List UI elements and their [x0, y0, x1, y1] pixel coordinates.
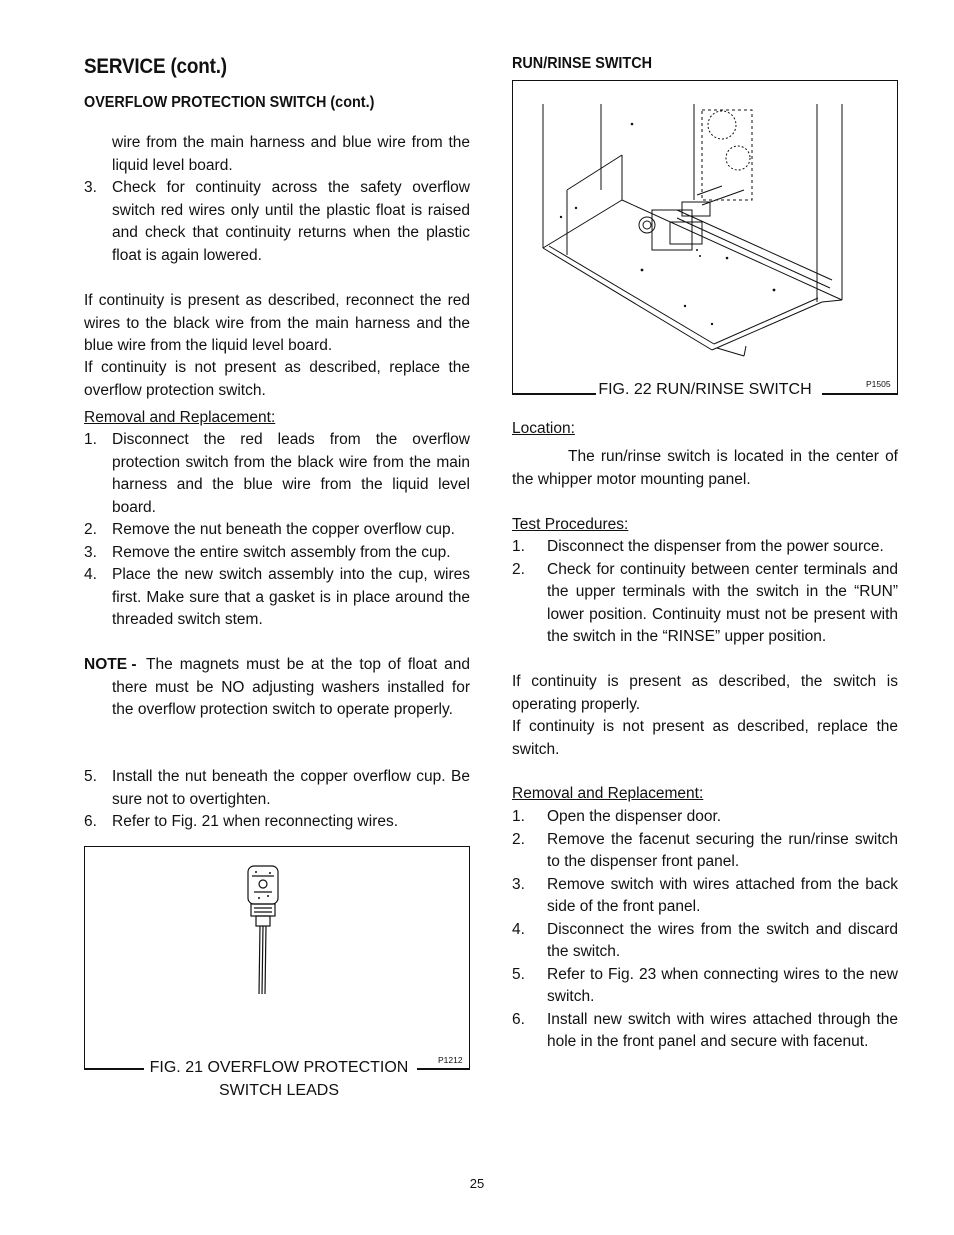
- paragraph-continuity-absent: If continuity is not present as described, replace the overflow protection switch.: [84, 359, 470, 399]
- step-number: 4.: [512, 920, 525, 938]
- step-number: 5.: [84, 768, 97, 785]
- fig22-caption: FIG. 22 RUN/RINSE SWITCH: [598, 381, 812, 398]
- step-number: 3.: [84, 179, 97, 196]
- test-heading: Test Procedures:: [512, 516, 629, 533]
- fig22-bottom-rule-right: [822, 393, 898, 395]
- step-number: 5.: [512, 965, 525, 983]
- section-heading-run-rinse: RUN/RINSE SWITCH: [512, 55, 653, 72]
- page-number: 25: [469, 1176, 485, 1191]
- fig21-bottom-rule-right: [417, 1068, 470, 1070]
- removal-steps-right: [512, 806, 898, 1054]
- list-item: [512, 1009, 898, 1054]
- note-block: [84, 654, 470, 722]
- step-text: Refer to Fig. 21 when reconnecting wires.: [112, 813, 399, 830]
- step-text: Remove switch with wires attached from the back side of the front panel.: [547, 875, 898, 915]
- step-3-list: [84, 177, 470, 267]
- step-text: Remove the nut beneath the copper overflow cup.: [112, 521, 455, 538]
- step-number: 2.: [84, 521, 97, 538]
- step-text: Place the new switch assembly into the cup, wires first. Make sure that a gasket is in place around the threaded switch stem.: [112, 566, 470, 628]
- removal-heading-left: Removal and Replacement:: [84, 409, 276, 426]
- step-number: 2.: [512, 830, 525, 848]
- list-item: [512, 919, 898, 964]
- fig22-code: P1505: [866, 379, 891, 389]
- removal-steps-left: [84, 429, 470, 632]
- step-text: Install the nut beneath the copper overflow cup. Be sure not to overtighten.: [112, 768, 470, 808]
- step-number: 1.: [512, 808, 525, 825]
- step-number: 6.: [512, 1010, 525, 1028]
- list-item: [84, 542, 470, 565]
- step-number: 3.: [512, 875, 525, 893]
- list-item: [84, 177, 470, 267]
- run-rinse-switch-illustration: [512, 80, 898, 393]
- step-text: Install new switch with wires attached through the hole in the front panel and secure with facenut.: [547, 1010, 898, 1050]
- test-steps: [512, 536, 898, 649]
- step-text: Disconnect the red leads from the overflow protection switch from the black wire from the main harness and the blue wire from the liquid level board.: [112, 431, 470, 516]
- step-number: 2.: [512, 560, 525, 578]
- continued-text: wire from the main harness and blue wire from the liquid level board.: [112, 134, 470, 174]
- fig21-bottom-rule-left: [84, 1068, 144, 1070]
- step-text: Check for continuity across the safety overflow switch red wires only until the plastic float is raised and check that continuity returns when the plastic float is again lowered.: [112, 179, 470, 264]
- step-text: Disconnect the dispenser from the power source.: [547, 538, 884, 555]
- list-item: [512, 829, 898, 874]
- step-text: Check for continuity between center terminals and the upper terminals with the switch in the “RUN” lower position. Continuity must not be present with the switch in the “RINSE” upper position.: [547, 560, 898, 645]
- step-text: Refer to Fig. 23 when connecting wires to the new switch.: [547, 965, 898, 1005]
- list-item: [84, 429, 470, 519]
- overflow-switch-illustration: [84, 846, 470, 1068]
- note-text: The magnets must be at the top of float and there must be NO adjusting washers installed for the overflow protection switch to operate properly.: [112, 656, 470, 718]
- fig22-frame: [512, 80, 898, 393]
- list-item: [512, 964, 898, 1009]
- step-number: 1.: [512, 538, 525, 555]
- location-heading: Location:: [512, 420, 575, 437]
- fig21-caption-line2: SWITCH LEADS: [218, 1082, 339, 1099]
- removal-heading-right: Removal and Replacement:: [512, 785, 704, 802]
- list-item: [512, 874, 898, 919]
- list-item: [512, 559, 898, 649]
- section-heading-overflow: OVERFLOW PROTECTION SWITCH (cont.): [84, 94, 375, 111]
- paragraph-replace-switch: If continuity is not present as described, replace the switch.: [512, 718, 898, 758]
- step-number: 3.: [84, 543, 97, 561]
- note: [84, 654, 470, 722]
- note-label: NOTE -: [84, 656, 137, 673]
- step-text: Disconnect the wires from the switch and discard the switch.: [547, 920, 898, 960]
- fig21-frame: [84, 846, 470, 1068]
- steps-after-note: [84, 766, 470, 834]
- fig22-bottom-rule-left: [512, 393, 596, 395]
- step-number: 4.: [84, 566, 97, 583]
- step-number: 1.: [84, 431, 97, 448]
- step-text: Remove the entire switch assembly from the cup.: [112, 543, 451, 561]
- list-item: [512, 806, 898, 829]
- list-item: [512, 536, 898, 559]
- list-item: [84, 519, 470, 542]
- list-item: [84, 766, 470, 811]
- page-title: SERVICE (cont.): [84, 55, 227, 78]
- step-text: Open the dispenser door.: [547, 808, 722, 825]
- step-text: Remove the facenut securing the run/rinse switch to the dispenser front panel.: [547, 830, 898, 870]
- paragraph-continuity-present: If continuity is present as described, reconnect the red wires to the black wire from the main harness and the blue wire from the liquid level board.: [84, 292, 470, 354]
- list-item: [84, 564, 470, 632]
- location-text: The run/rinse switch is located in the center of the whipper motor mounting panel.: [512, 448, 898, 488]
- list-item: [84, 811, 470, 834]
- fig21-code: P1212: [438, 1055, 463, 1065]
- fig21-caption-line1: FIG. 21 OVERFLOW PROTECTION: [149, 1059, 409, 1076]
- paragraph-switch-ok: If continuity is present as described, the switch is operating properly.: [512, 673, 898, 713]
- step-number: 6.: [84, 813, 97, 830]
